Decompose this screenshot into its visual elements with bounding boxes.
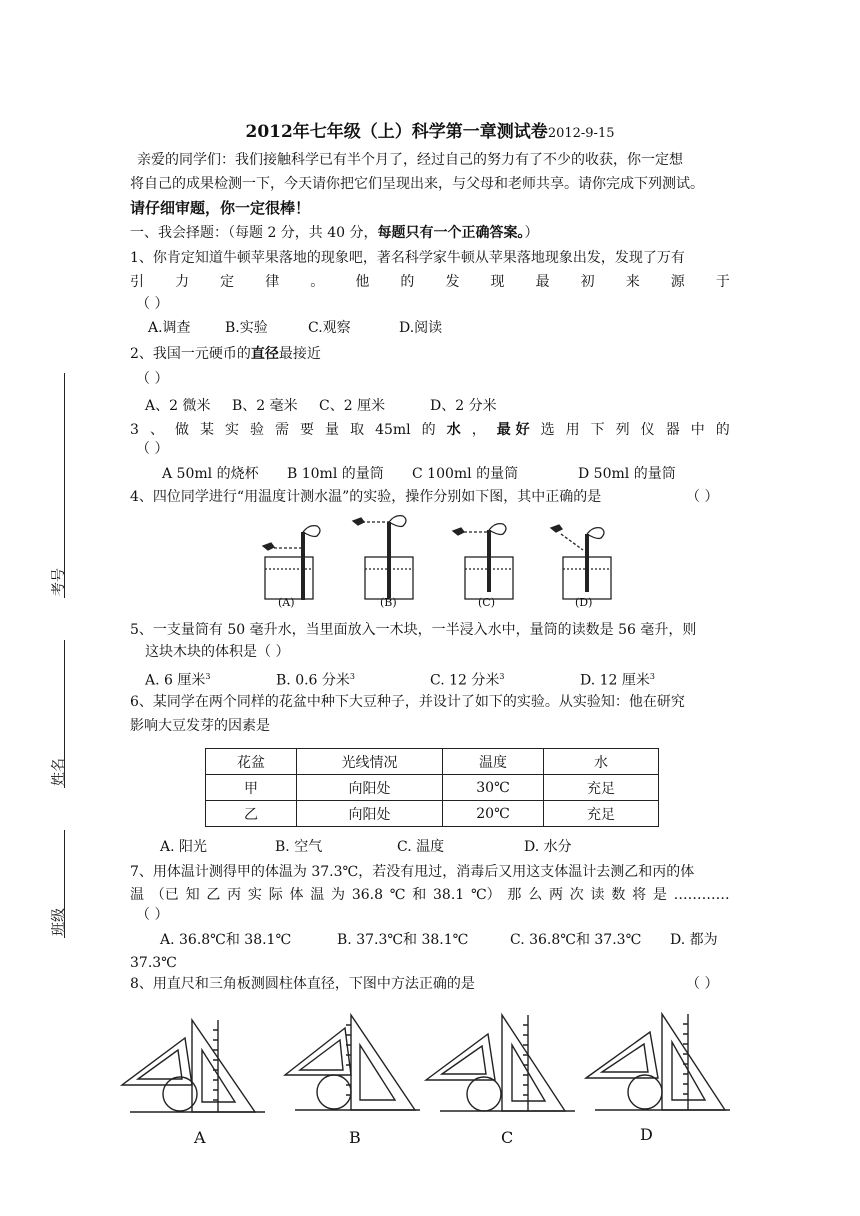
q1-word: 现 [490, 274, 505, 290]
q7-option-d[interactable]: D. 都为 [670, 932, 718, 948]
q3-option-a[interactable]: A 50ml 的烧杯 [162, 466, 259, 482]
q6-line-2: 影响大豆发芽的因素是 [130, 718, 270, 734]
q5-option-b[interactable] [276, 665, 355, 693]
q7-word: 体 [289, 887, 304, 903]
q4-label-b: (B) [380, 596, 397, 609]
q3-word: 器 [665, 422, 680, 438]
q5-option-a-sup: 3 [205, 672, 211, 681]
q7-option-d-tail: 37.3℃ [130, 955, 177, 971]
q3-word: 3 [130, 422, 139, 438]
figure-b [353, 516, 413, 599]
q2-option-c[interactable]: C、2 厘米 [319, 398, 386, 414]
q6-option-d[interactable]: D. 水分 [524, 839, 572, 855]
q3-option-d[interactable]: D 50ml 的量筒 [578, 466, 676, 482]
q3-word: 45ml [375, 422, 411, 438]
section-prefix: 一、我会择题：（每题 2 分，共 40 分， [130, 225, 378, 241]
q1-word: 初 [580, 274, 595, 290]
intro-line-2: 将自己的成果检测一下，今天请你把它们呈现出来，与父母和老师共享。请你完成下列测试。 [130, 176, 704, 192]
q3-word: 下 [590, 422, 605, 438]
q2-answer-blank[interactable]: （ ） [136, 371, 169, 387]
q1-line-1: 1、你肯定知道牛顿苹果落地的现象吧，著名科学家牛顿从苹果落地现象出发，发现了万有 [130, 250, 685, 266]
q7-option-b[interactable]: B. 37.3℃和 38.1℃ [337, 932, 469, 948]
q1-word: 最 [535, 274, 550, 290]
kaohao-line [64, 373, 65, 598]
q1-answer-blank[interactable]: （ ） [136, 296, 169, 312]
q8-label-d: D [640, 1125, 653, 1144]
figure-a [263, 526, 320, 600]
figure-c [453, 524, 513, 599]
table-cell: 30℃ [443, 775, 544, 801]
figure-b [285, 1015, 420, 1110]
q8-answer-blank[interactable]: （ ） [686, 976, 719, 992]
q7-word: 知 [185, 887, 200, 903]
table-header-cell: 花盆 [206, 749, 297, 775]
q7-word: 温 [130, 887, 144, 903]
q2-bold: 直径 [250, 346, 279, 362]
q7-word: 乙 [206, 887, 221, 903]
q7-word: 次 [569, 887, 584, 903]
table-cell: 向阳处 [297, 775, 443, 801]
q7-word: 实 [247, 887, 262, 903]
table-header-row [206, 749, 659, 775]
q7-word: 读 [590, 887, 605, 903]
q7-word: ℃ [389, 887, 406, 903]
intro-line-3: 请仔细审题，你一定很棒！ [130, 199, 311, 217]
q5-option-c-text: C. 12 分米 [430, 672, 500, 689]
q8-label-b: B [349, 1128, 361, 1147]
q3-word: ， [471, 422, 486, 438]
q7-word: 丙 [227, 887, 242, 903]
q3-word: 取 [350, 422, 365, 438]
q7-word: 为 [331, 887, 346, 903]
q3-word: 选 [540, 422, 555, 438]
q1-word: 他 [355, 274, 370, 290]
q2-option-b[interactable]: B、2 毫米 [232, 398, 298, 414]
q3-word: 的 [421, 422, 436, 438]
table-cell: 甲 [206, 775, 297, 801]
q1-word: 力 [175, 274, 190, 290]
figure-a [122, 1020, 265, 1112]
q7-word: 将 [632, 887, 647, 903]
table-header-cell: 光线情况 [297, 749, 443, 775]
q5-option-c-sup: 3 [499, 672, 505, 681]
q3-word: 中 [690, 422, 705, 438]
q3-answer-blank[interactable]: （ ） [136, 441, 169, 457]
q5-option-d[interactable] [580, 665, 655, 693]
q5-option-b-text: B. 0.6 分米 [276, 672, 350, 689]
q7-word: ………… [673, 887, 730, 903]
q4-label-a: (A) [278, 596, 295, 609]
q5-line-1: 5、一支量筒有 50 毫升水，当里面放入一木块，一半浸入水中，量筒的读数是 56 毫升，则 [130, 622, 697, 638]
q1-option-b[interactable]: B.实验 [225, 320, 268, 336]
q8-label-a: A [194, 1128, 206, 1147]
q4-label-d: (D) [575, 596, 593, 609]
q7-option-c[interactable]: C. 36.8℃和 37.3℃ [510, 932, 642, 948]
side-label-xingming: 姓名 [51, 758, 67, 786]
q8-label-c: C [501, 1128, 514, 1147]
q3-word: 用 [565, 422, 580, 438]
section-header [130, 221, 539, 245]
q7-word: 是 [652, 887, 667, 903]
q5-line-2: 这块木块的体积是（ ） [145, 644, 290, 660]
q5-option-b-sup: 3 [349, 672, 355, 681]
q4-label-c: (C) [478, 596, 495, 609]
q3-word: 、 [149, 422, 164, 438]
q3-option-b[interactable]: B 10ml 的量筒 [287, 466, 384, 482]
intro-line-1: 亲爱的同学们：我们接触科学已有半个月了，经过自己的努力有了不少的收获，你一定想 [137, 152, 683, 168]
q3-word: 需 [275, 422, 290, 438]
section-bold: 每题只有一个正确答案。 [377, 225, 525, 241]
side-label-kaohao: 考号 [51, 568, 67, 596]
figure-d [551, 525, 611, 599]
q3-word: 的 [715, 422, 730, 438]
q6-option-c[interactable]: C. 温度 [397, 839, 445, 855]
q3-word: 做 [174, 422, 189, 438]
q1-word: 定 [220, 274, 235, 290]
q7-answer-blank[interactable]: （ ） [136, 907, 169, 923]
q7-word: （已 [150, 887, 179, 903]
q3-bold-water: 水 [446, 422, 461, 438]
q2-line-1 [130, 342, 321, 366]
q5-option-d-sup: 3 [649, 672, 655, 681]
q7-word: 两 [548, 887, 563, 903]
q1-line-2 [130, 270, 730, 294]
q5-option-a[interactable] [145, 665, 210, 693]
figure-d [586, 1014, 730, 1110]
table-row [206, 801, 659, 827]
q3-word: 某 [199, 422, 214, 438]
q1-word: 发 [445, 274, 460, 290]
q3-option-c[interactable]: C 100ml 的量筒 [412, 466, 519, 482]
figure-c [426, 1015, 575, 1111]
q6-line-1: 6、某同学在两个同样的花盆中种下大豆种子，并设计了如下的实验。从实验知：他在研究 [130, 694, 685, 710]
q1-word: 于 [715, 274, 730, 290]
q1-word: 。 [310, 274, 325, 290]
q1-word: 的 [400, 274, 415, 290]
title-text: 2012年七年级（上）科学第一章测试卷 [245, 122, 548, 142]
q4-line-1: 4、四位同学进行“用温度计测水温”的实验，操作分别如下图，其中正确的是 [130, 489, 602, 505]
q3-word: 仪 [640, 422, 655, 438]
q8-line-1: 8、用直尺和三角板测圆柱体直径，下图中方法正确的是 [130, 976, 475, 992]
q5-option-a-text: A. 6 厘米 [145, 672, 206, 689]
q5-option-d-text: D. 12 厘米 [580, 672, 650, 689]
q7-word: 36.8 [351, 887, 383, 903]
table-header-cell: 温度 [443, 749, 544, 775]
q2-pre: 2、我国一元硬币的 [130, 346, 251, 362]
table-cell: 向阳处 [297, 801, 443, 827]
q3-bold-best: 最 好 [496, 422, 530, 438]
q1-option-c[interactable]: C.观察 [308, 320, 351, 336]
q3-word: 要 [300, 422, 315, 438]
q7-line-1: 7、用体温计测得甲的体温为 37.3℃，若没有甩过，消毒后又用这支体温计去测乙和丙的体 [130, 864, 695, 880]
q3-word: 验 [250, 422, 264, 438]
q1-option-a[interactable]: A.调查 [148, 320, 191, 336]
q7-word: 和 [412, 887, 427, 903]
q7-word: 数 [611, 887, 626, 903]
ruler-figure [110, 1010, 750, 1160]
q7-word: 际 [268, 887, 283, 903]
table-cell: 20℃ [443, 801, 544, 827]
q3-word: 实 [224, 422, 239, 438]
q6-table [205, 748, 659, 827]
q2-option-d[interactable]: D、2 分米 [430, 398, 497, 414]
q5-option-c[interactable] [430, 665, 504, 693]
q7-line-2 [130, 883, 730, 907]
table-header-cell: 水 [544, 749, 659, 775]
q1-word: 来 [625, 274, 640, 290]
q3-word: 列 [615, 422, 630, 438]
table-row [206, 775, 659, 801]
q7-option-a[interactable]: A. 36.8℃和 38.1℃ [160, 932, 292, 948]
q3-line-1 [130, 418, 730, 442]
q7-word: 那 [507, 887, 522, 903]
q6-option-a[interactable]: A. 阳光 [160, 839, 208, 855]
table-cell: 充足 [544, 801, 659, 827]
q4-answer-blank[interactable]: （ ） [686, 489, 719, 505]
q1-option-d[interactable]: D.阅读 [399, 320, 443, 336]
side-label-banji: 班级 [51, 908, 67, 936]
q2-post: 最接近 [278, 346, 321, 362]
q6-option-b[interactable]: B. 空气 [275, 839, 323, 855]
q7-word: 38.1 [433, 887, 465, 903]
q1-word: 律 [265, 274, 280, 290]
section-suffix: ） [524, 225, 539, 241]
q3-word: 量 [325, 422, 340, 438]
q2-option-a[interactable]: A、2 微米 [145, 398, 211, 414]
title-date: 2012-9-15 [547, 126, 615, 141]
table-cell: 充足 [544, 775, 659, 801]
q7-word: 么 [528, 887, 543, 903]
q1-word: 引 [130, 274, 144, 290]
q1-word: 源 [670, 274, 685, 290]
q7-word: 温 [310, 887, 325, 903]
table-cell: 乙 [206, 801, 297, 827]
q7-word: ℃） [470, 887, 501, 903]
page-title [0, 117, 860, 142]
thermometer-figure [245, 512, 625, 614]
